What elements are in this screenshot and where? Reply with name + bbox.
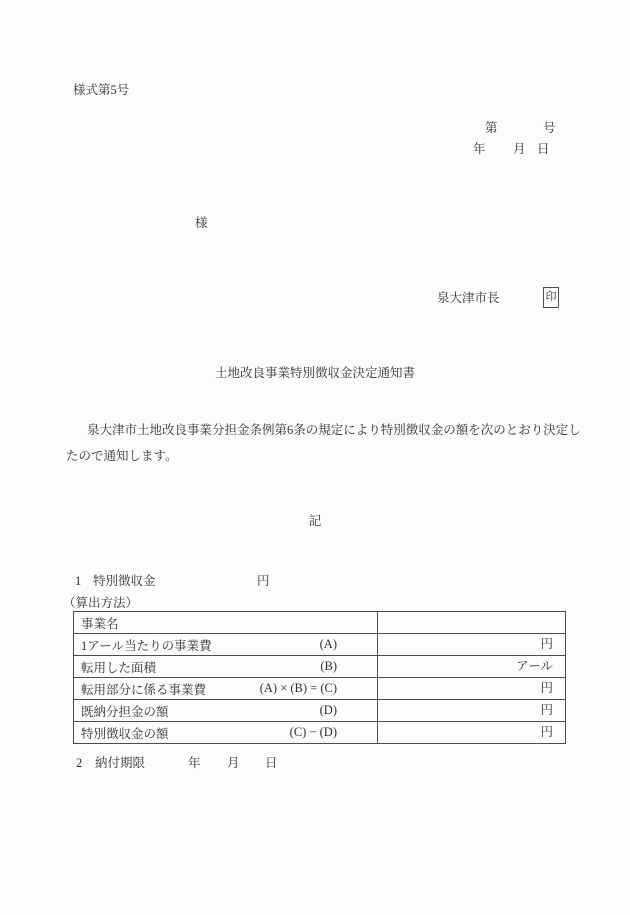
doc-number-suffix: 号 <box>543 121 556 135</box>
seal-character: 印 <box>545 291 557 303</box>
item2-number: 2 <box>76 756 83 770</box>
table-row <box>74 700 565 722</box>
table-cell-value: 円 <box>540 703 553 717</box>
sender-name: 泉大津市長 <box>437 291 500 305</box>
table-row <box>74 612 565 634</box>
table-row <box>74 678 565 700</box>
table-cell-label <box>74 700 378 721</box>
table-cell-value <box>378 612 565 633</box>
row-label: 特別徴収金の額 <box>81 726 169 741</box>
item1-unit-label: 円 <box>257 574 270 588</box>
row-label: 事業名 <box>81 616 119 631</box>
table-cell-label <box>74 722 378 743</box>
doc-number-prefix: 第 <box>485 121 498 135</box>
table-row <box>74 722 565 743</box>
item1-number: 1 <box>75 574 82 588</box>
table-cell-value: アール <box>516 659 553 673</box>
table-cell-label <box>74 678 378 699</box>
row-formula: (D) <box>319 703 337 717</box>
document-title: 土地改良事業特別徴収金決定通知書 <box>214 366 415 380</box>
item2-label: 納付期限 <box>95 756 146 770</box>
row-label: 1アール当たりの事業費 <box>81 638 212 653</box>
date-month-label: 月 <box>513 142 526 156</box>
row-label: 転用した面積 <box>81 660 157 675</box>
table-cell-label <box>74 656 378 677</box>
calculation-method-label: （算出方法） <box>63 596 139 610</box>
table-row <box>74 656 565 678</box>
table-cell-value: 円 <box>540 637 553 651</box>
record-marker: 記 <box>308 514 322 528</box>
row-formula: (A) <box>319 637 337 651</box>
seal-placeholder-box <box>543 287 559 308</box>
row-formula: (B) <box>320 659 337 673</box>
row-formula: (A) × (B) = (C) <box>259 681 337 695</box>
date-day-label: 日 <box>537 142 550 156</box>
row-label: 転用部分に係る事業費 <box>81 682 207 697</box>
body-text-line2: たので通知します。 <box>66 449 178 463</box>
due-month-label: 月 <box>227 756 240 770</box>
body-text-line1: 泉大津市土地改良事業分担金条例第6条の規定により特別徴収金の額を次のとおり決定し <box>87 423 581 437</box>
form-number: 様式第5号 <box>73 83 130 97</box>
item1-label: 特別徴収金 <box>93 574 156 588</box>
table-row <box>74 634 565 656</box>
date-year-label: 年 <box>473 142 486 156</box>
calculation-table <box>73 611 566 744</box>
addressee-honorific: 様 <box>195 216 208 230</box>
due-day-label: 日 <box>265 756 278 770</box>
table-cell-value: 円 <box>540 725 553 739</box>
row-formula: (C) − (D) <box>289 725 337 739</box>
table-cell-label <box>74 612 378 633</box>
row-label: 既納分担金の額 <box>81 704 169 719</box>
table-cell-value: 円 <box>540 681 553 695</box>
table-cell-label <box>74 634 378 655</box>
due-year-label: 年 <box>188 756 201 770</box>
